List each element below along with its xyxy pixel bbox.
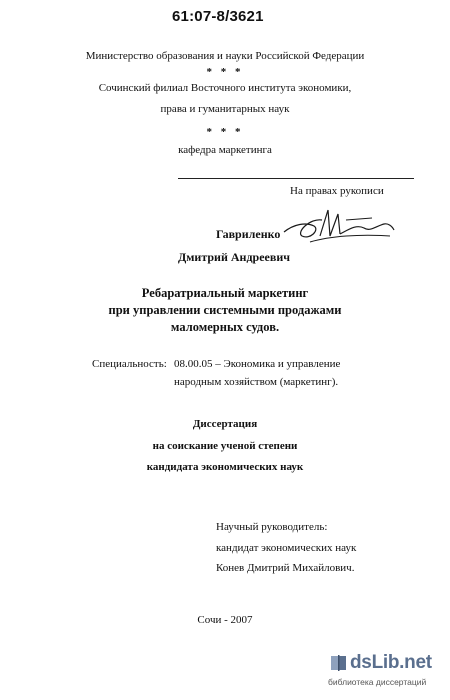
advisor-name: Конев Дмитрий Михайлович.: [216, 562, 355, 574]
institute-line-1: Сочинский филиал Восточного института экономики,: [98, 82, 352, 94]
dslib-brand: dsLib.net: [350, 652, 432, 673]
dissertation-line-2: на соискание ученой степени: [152, 440, 298, 452]
institute-line-2: права и гуманитарных наук: [160, 103, 290, 115]
title-line-2: при управлении системными продажами: [108, 303, 342, 317]
dslib-watermark-logo: [328, 650, 446, 694]
manuscript-rights-note: На правах рукописи: [290, 185, 384, 197]
advisor-degree: кандидат экономических наук: [216, 542, 357, 554]
advisor-role: Научный руководитель:: [216, 521, 328, 533]
ministry-line: Министерство образования и науки Российской Федерации: [85, 50, 365, 62]
specialty-label: Специальность:: [92, 358, 167, 370]
dissertation-line-3: кандидата экономических наук: [146, 461, 304, 473]
place-year: Сочи - 2007: [197, 614, 253, 626]
separator-stars: * * *: [206, 66, 244, 78]
title-line-3: маломерных судов.: [170, 320, 280, 334]
separator-stars: * * *: [206, 126, 244, 138]
dslib-logo-icon: [330, 654, 348, 672]
specialty-line-2: народным хозяйством (маркетинг).: [174, 376, 339, 388]
signature-image: [280, 206, 398, 250]
author-surname: Гавриленко: [216, 227, 281, 241]
divider-line: [178, 178, 414, 179]
dslib-tagline: библиотека диссертаций: [328, 677, 427, 687]
specialty-line-1: 08.00.05 – Экономика и управление: [174, 358, 341, 370]
department-line: кафедра маркетинга: [178, 144, 272, 156]
dissertation-line-1: Диссертация: [192, 418, 258, 430]
title-line-1: Ребаратриальный маркетинг: [141, 286, 309, 300]
author-name: Дмитрий Андреевич: [178, 250, 291, 264]
archive-code: 61:07-8/3621: [172, 8, 264, 25]
